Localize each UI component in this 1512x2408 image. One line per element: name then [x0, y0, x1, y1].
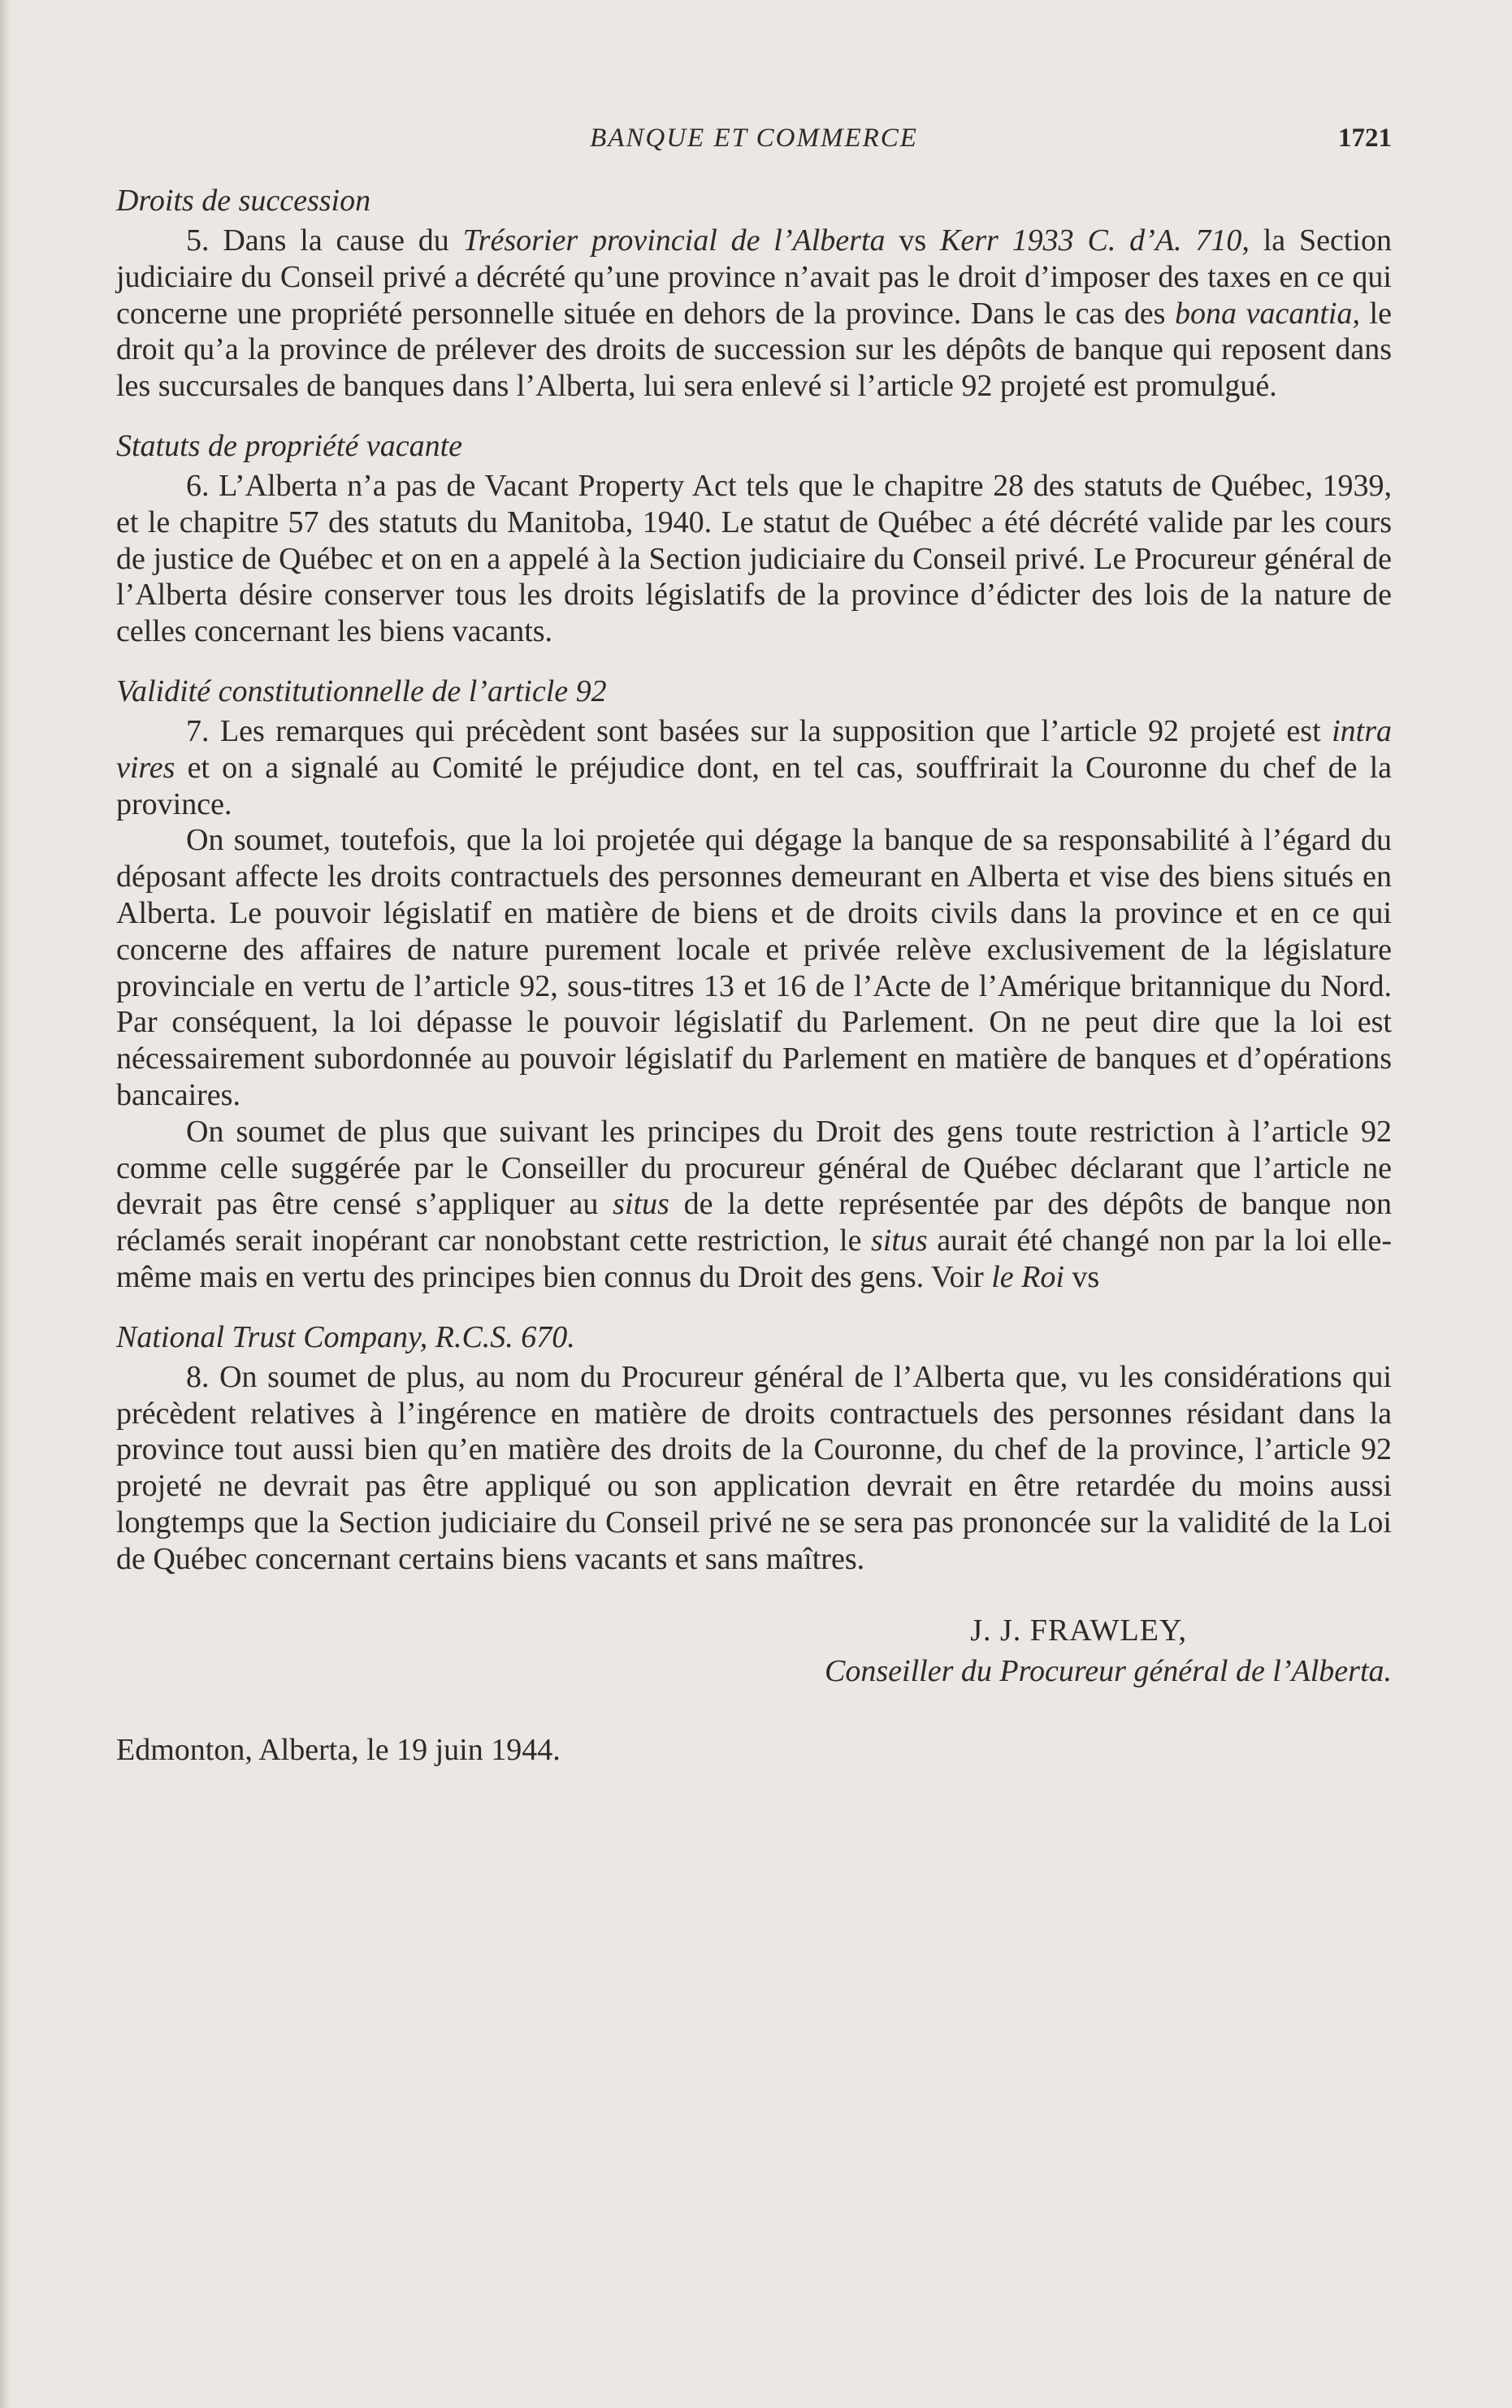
text-run: vs	[1064, 1259, 1100, 1294]
section-heading-statuts: Statuts de propriété vacante	[116, 428, 462, 463]
place-and-date: Edmonton, Alberta, le 19 juin 1944.	[116, 1732, 561, 1767]
text-run: 5. Dans la cause du	[186, 223, 463, 258]
section-heading-droits-de-succession: Droits de succession	[116, 184, 371, 218]
running-header	[116, 123, 1392, 172]
text-run: vs	[885, 223, 940, 258]
case-name: le Roi	[991, 1259, 1064, 1294]
text-run: la Section judiciaire du Conseil privé a décrété qu’une province n’avait pas le droit d’imposer des taxes en ce qui concerne une propriété personnelle située en dehors de la province. Dans le cas des	[116, 223, 1392, 331]
text-run: et on a signalé au Comité le préjudice dont, en tel cas, souffrirait la Couronne du chef de la province.	[116, 750, 1392, 821]
latin-term: intra vires	[116, 713, 1392, 785]
paragraph-8: 8. On soumet de plus, au nom du Procureur général de l’Alberta que, vu les considérations qui précèdent relatives à l’ingérence en matière de droits contractuels des personnes résidant dans la province tout aussi bien qu’en matière des droits de la Couronne, du chef de la province, l’article 92 projeté ne devrait pas être appliqué ou son application devrait en être retardée du moins aussi longtemps que la Section judiciaire du Conseil privé ne se sera pas prononcée sur la validité de la Loi de Québec concernant certains biens vacants et sans maîtres.	[116, 1359, 1392, 1576]
paragraph-7-continued: On soumet, toutefois, que la loi projetée qui dégage la banque de sa responsabilité à l’égard du déposant affecte les droits contractuels des personnes demeurant en Alberta et vise des biens situés en Alberta. Le pouvoir législatif en matière de biens et de droits civils dans la province et en ce qui concerne des affaires de nature purement locale et privée relève exclusivement de la législature provinciale en vertu de l’article 92, sous-titres 13 et 16 de l’Acte de l’Amérique britannique du Nord. Par conséquent, la loi dépasse le pouvoir législatif du Parlement. On ne peut dire que la loi est nécessairement subordonnée au pouvoir législatif du Parlement en matière de banques et d’opérations bancaires.	[116, 823, 1392, 1112]
signature-block	[116, 1610, 1392, 1691]
text-run: aurait été changé non par la loi elle-même mais en vertu des principes bien connus du Droit des gens. Voir	[116, 1223, 1393, 1294]
text-run: On soumet de plus que suivant les principes du Droit des gens toute restriction à l’article 92 comme celle suggérée par le Conseiller du procureur général de Québec déclarant que l’article ne devrait pas être censé s’appliquer au	[116, 1114, 1392, 1222]
latin-term: situs	[871, 1223, 928, 1258]
latin-term: bona vacantia,	[1175, 296, 1360, 331]
page-content	[116, 123, 1392, 1768]
running-title: BANQUE ET COMMERCE	[590, 123, 918, 153]
paragraph-7-further	[116, 1114, 1392, 1296]
case-citation: Kerr 1933 C. d’A. 710,	[940, 223, 1250, 258]
case-citation-line: National Trust Company, R.C.S. 670.	[116, 1319, 575, 1354]
text-run: 7. Les remarques qui précèdent sont basées sur la supposition que l’article 92 projeté est	[186, 713, 1332, 748]
signatory-title: Conseiller du Procureur général de l’Alberta.	[825, 1653, 1392, 1688]
paragraph-6: 6. L’Alberta n’a pas de Vacant Property Act tels que le chapitre 28 des statuts de Québec, 1939, et le chapitre 57 des statuts du Manitoba, 1940. Le statut de Québec a été décrété valide par les cours de justice de Québec et on en a appelé à la Section judiciaire du Conseil privé. Le Procureur général de l’Alberta désire conserver tous les droits législatifs de la province d’édicter des lois de la nature de celles concernant les biens vacants.	[116, 468, 1392, 649]
case-name: Trésorier provincial de l’Alberta	[462, 223, 886, 258]
paragraph-7	[116, 713, 1392, 822]
paragraph-5	[116, 223, 1392, 405]
section-heading-validite: Validité constitutionnelle de l’article 92	[116, 673, 607, 708]
signatory-name: J. J. FRAWLEY,	[970, 1613, 1187, 1648]
text-run: de la dette représentée par des dépôts de banque non réclamés serait inopérant car nonobstant cette restriction, le	[116, 1187, 1392, 1258]
page-number: 1721	[1338, 123, 1392, 153]
latin-term: situs	[613, 1187, 669, 1222]
text-run: le droit qu’a la province de prélever des droits de succession sur les dépôts de banque qui reposent dans les succursales de banques dans l’Alberta, lui sera enlevé si l’article 92 projeté est promulgué.	[116, 296, 1392, 404]
